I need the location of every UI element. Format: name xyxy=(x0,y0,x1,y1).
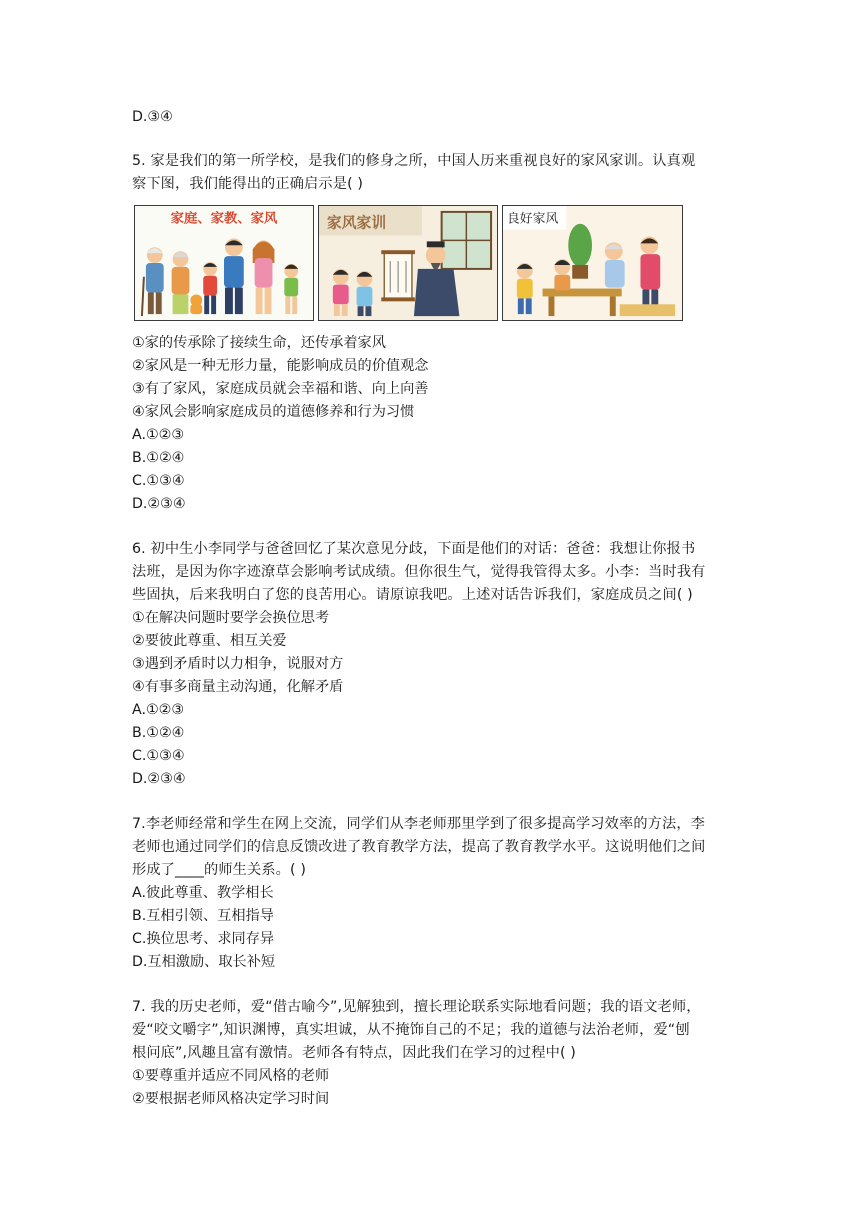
q7b-stem-line-1: 7. 我的历史老师，爱“借古喻今”,见解独到，擅长理论联系实际地看问题；我的语文老师， xyxy=(132,999,701,1015)
family-motto-illustration-panel xyxy=(318,205,498,321)
q5-option-b: B.①②④ xyxy=(132,450,185,466)
q7a-option-d: D.互相激励、取长补短 xyxy=(132,954,276,970)
panel-caption-family: 家庭、家教、家风 xyxy=(170,211,278,227)
panel-caption-family-motto: 家风家训 xyxy=(326,214,387,232)
q6-option-c: C.①③④ xyxy=(132,748,185,764)
q7a-option-c: C.换位思考、求同存异 xyxy=(132,931,275,947)
q7b-stem-line-3: 根问底”,风趣且富有激情。老师各有特点，因此我们在学习的过程中( ) xyxy=(132,1045,576,1061)
good-family-custom-illustration-panel xyxy=(502,205,683,321)
q6-stem-line-3: 些固执，后来我明白了您的良苦用心。请原谅我吧。上述对话告诉我们，家庭成员之间( ) xyxy=(132,587,693,603)
q7b-statement-1: ①要尊重并适应不同风格的老师 xyxy=(132,1068,330,1084)
q6-option-a: A.①②③ xyxy=(132,702,185,718)
q5-statement-4: ④家风会影响家庭成员的道德修养和行为习惯 xyxy=(132,404,415,420)
family-illustration-panel xyxy=(134,205,314,321)
q5-statement-1: ①家的传承除了接续生命，还传承着家风 xyxy=(132,335,386,351)
q7a-stem-line-3: 形成了____的师生关系。( ) xyxy=(132,862,307,878)
q7a-option-b: B.互相引领、互相指导 xyxy=(132,908,274,924)
q7a-option-a: A.彼此尊重、教学相长 xyxy=(132,885,274,901)
q5-stem-line-2: 察下图，我们能得出的正确启示是( ) xyxy=(132,176,364,192)
q6-stem-line-1: 6. 初中生小李同学与爸爸回忆了某次意见分歧，下面是他们的对话：爸爸：我想让你报书 xyxy=(132,541,696,557)
q7b-statement-2: ②要根据老师风格决定学习时间 xyxy=(132,1091,330,1107)
q7a-stem-line-2: 老师也通过同学们的信息反馈改进了教育教学方法，提高了教育教学水平。这说明他们之间 xyxy=(132,839,706,855)
q6-statement-4: ④有事多商量主动沟通，化解矛盾 xyxy=(132,679,344,695)
panel-caption-good-family-custom: 良好家风 xyxy=(506,211,559,227)
q6-option-d: D.②③④ xyxy=(132,771,186,787)
q6-statement-2: ②要彼此尊重、相互关爱 xyxy=(132,633,287,649)
previous-question-option-d: D.③④ xyxy=(132,109,173,125)
q5-statement-2: ②家风是一种无形力量，能影响成员的价值观念 xyxy=(132,358,429,374)
q5-stem-line-1: 5. 家是我们的第一所学校，是我们的修身之所，中国人历来重视良好的家风家训。认真观 xyxy=(132,153,696,169)
q5-option-c: C.①③④ xyxy=(132,473,185,489)
q7b-stem-line-2: 爱“咬文嚼字”,知识渊博，真实坦诚，从不掩饰自己的不足；我的道德与法治老师，爱“刨 xyxy=(132,1022,690,1038)
q7a-stem-line-1: 7.李老师经常和学生在网上交流，同学们从李老师那里学到了很多提高学习效率的方法，李 xyxy=(132,816,706,832)
q6-statement-1: ①在解决问题时要学会换位思考 xyxy=(132,610,330,626)
q5-illustration-strip xyxy=(134,205,683,323)
q6-stem-line-2: 法班，是因为你字迹潦草会影响考试成绩。但你很生气，觉得我管得太多。小李：当时我有 xyxy=(132,564,706,580)
q5-option-d: D.②③④ xyxy=(132,496,186,512)
q6-option-b: B.①②④ xyxy=(132,725,185,741)
q5-statement-3: ③有了家风，家庭成员就会幸福和谐、向上向善 xyxy=(132,381,429,397)
q6-statement-3: ③遇到矛盾时以力相争，说服对方 xyxy=(132,656,344,672)
q5-option-a: A.①②③ xyxy=(132,427,185,443)
